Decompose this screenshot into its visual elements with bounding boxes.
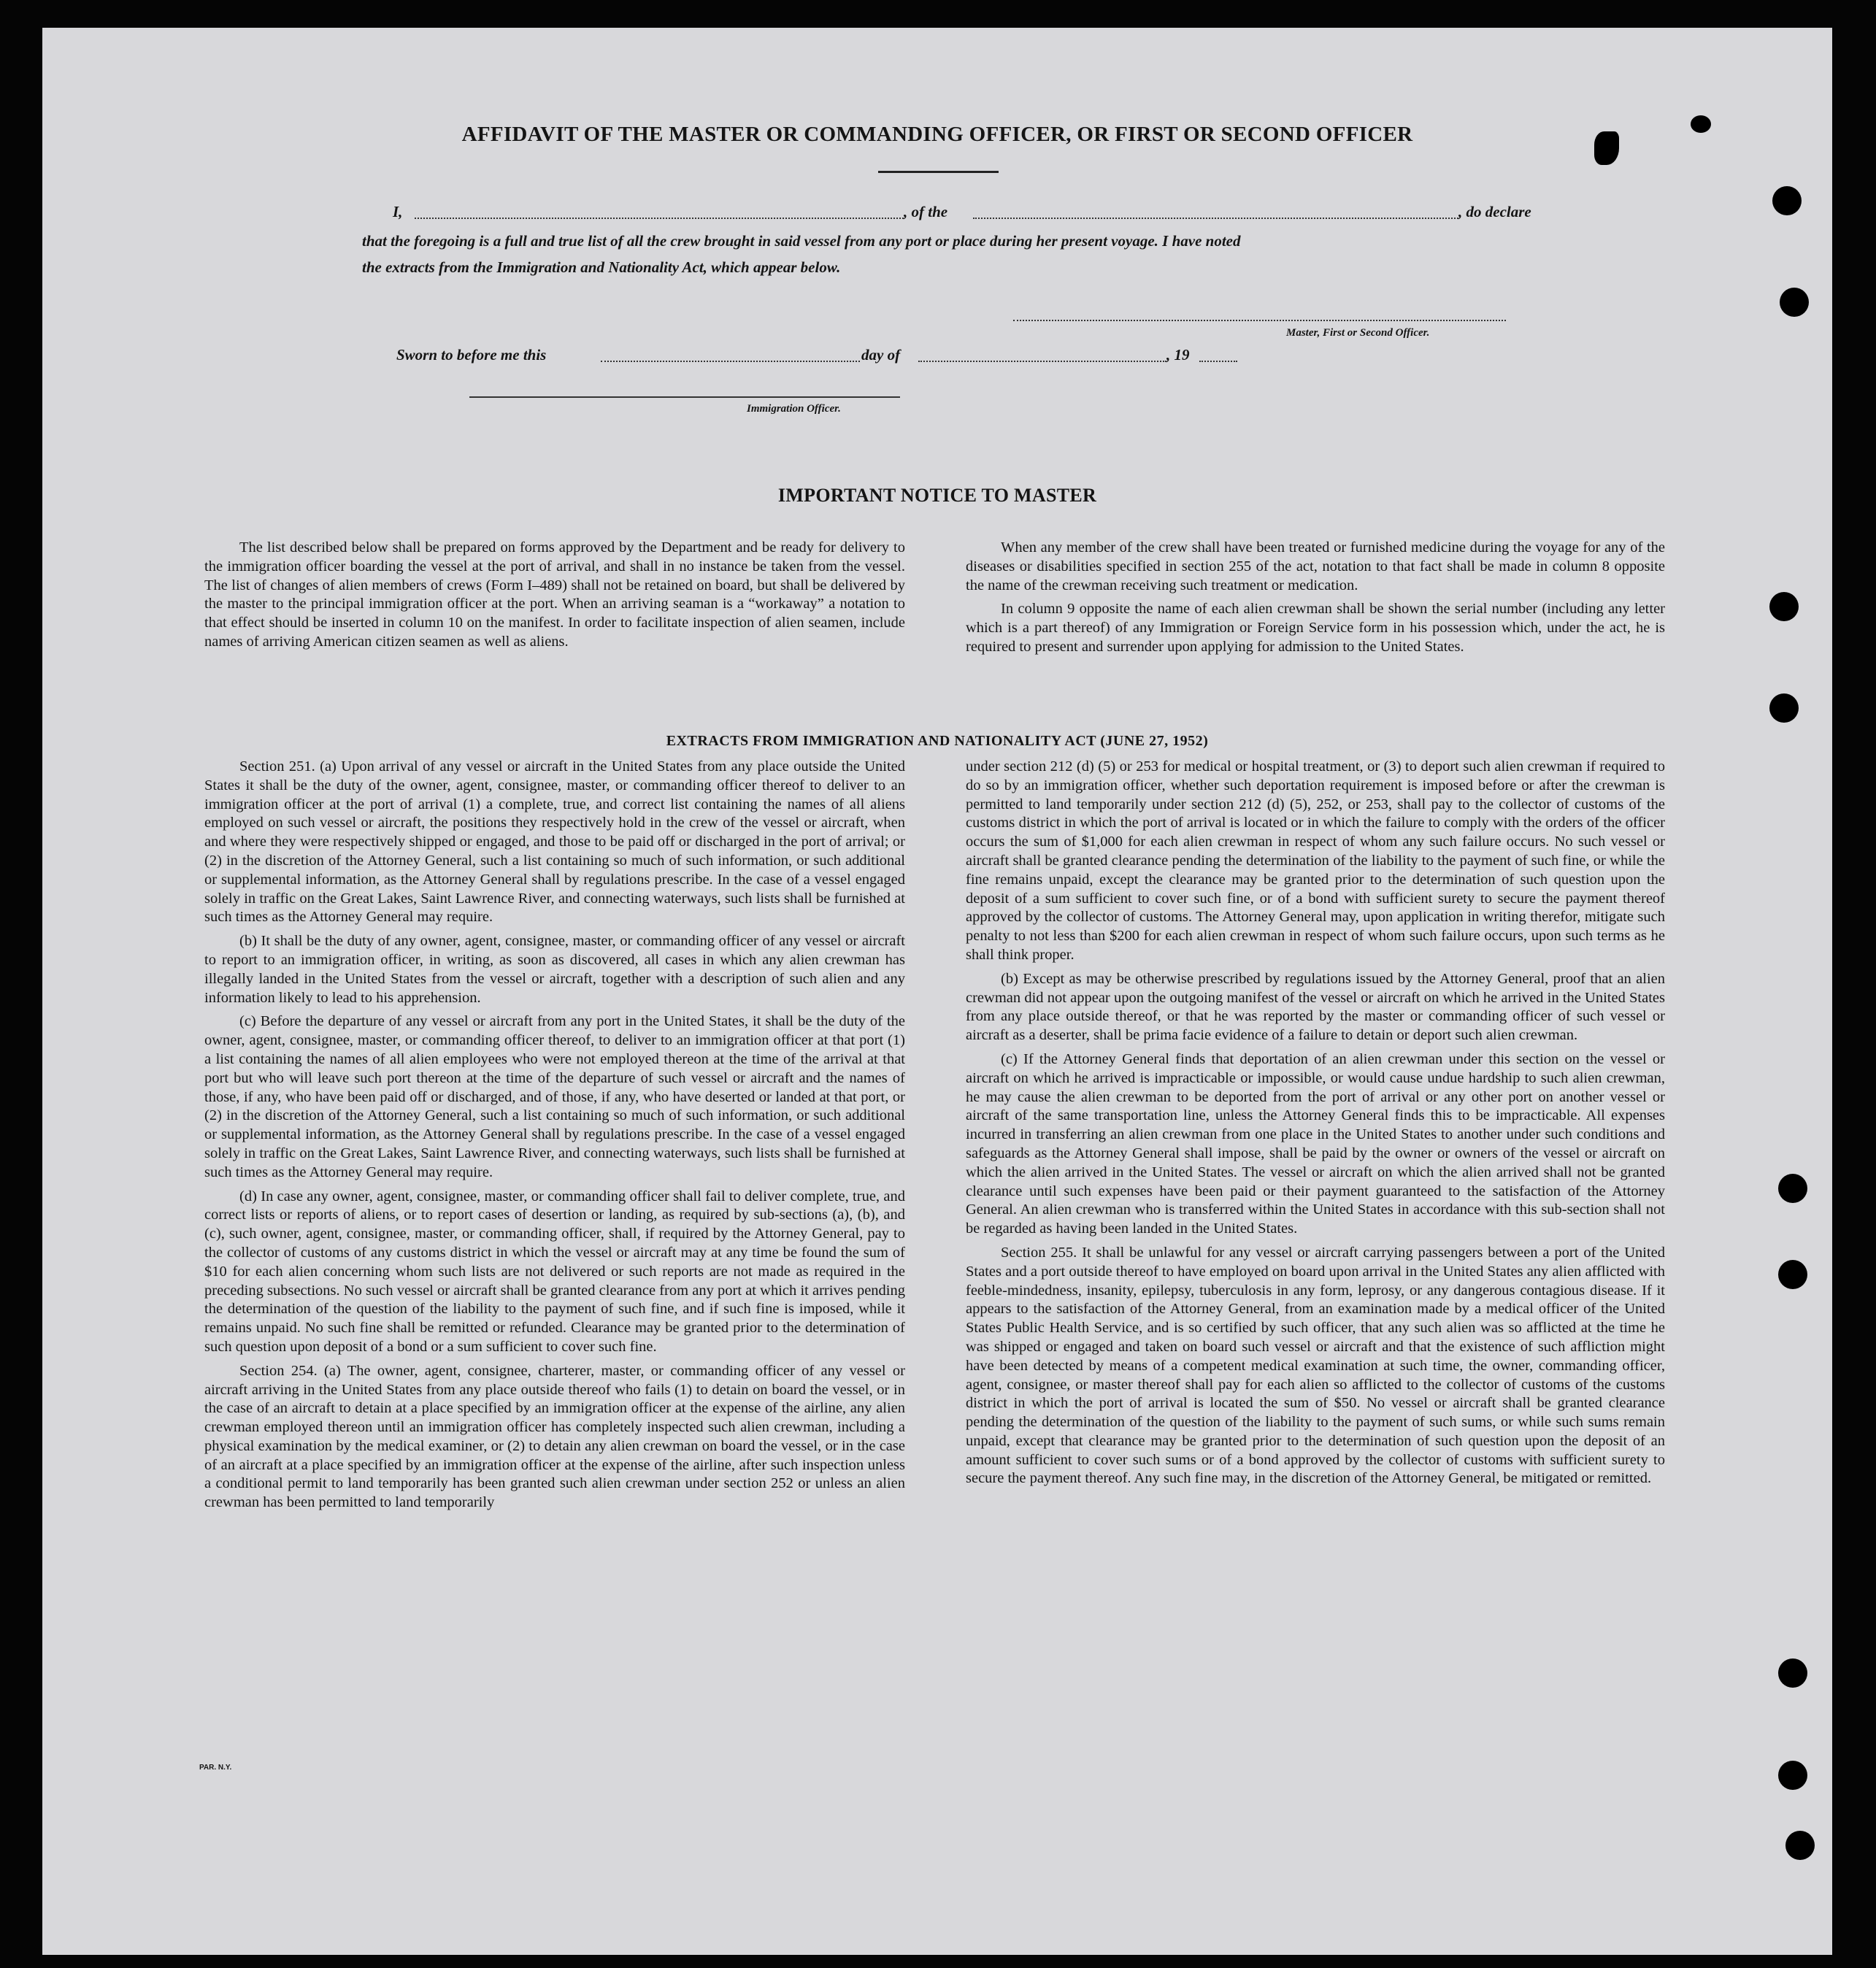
section-251-a: Section 251. (a) Upon arrival of any vessel or aircraft in the United States from any place outside the United States it shall be the duty of the owner, agent, consignee, master, or commanding officer thereof to deliver to an immigration officer at the port of arrival (1) a complete, true, and correct list containing the names of all aliens employed on such vessel or aircraft, the positions they respectively hold in the crew of the vessel or aircraft, when and where they were respectively shipped or engaged, and those to be paid off or discharged in the port of arrival; or (2) in the discretion of the Attorney General, such a list containing so much of such information, or such additional or supplemental information, as the Attorney General shall by regulations prescribe. In the case of a vessel engaged solely in traffic on the Great Lakes, Saint Lawrence River, and connecting waterways, such lists shall be furnished at such times as the Attorney General may require. <box>204 758 905 926</box>
extracts-title: EXTRACTS FROM IMMIGRATION AND NATIONALITY ACT (JUNE 27, 1952) <box>666 733 1209 749</box>
section-254-b: (b) Except as may be otherwise prescribed by regulations issued by the Attorney General, proof that an alien crewman did not appear upon the outgoing manifest of the vessel or aircraft on which he arrived in the United States from any place outside thereof, or that he was reported by the master or commanding officer of such vessel or aircraft as a deserter, shall be prima facie evidence of a failure to detain or deport such alien crewman. <box>966 970 1665 1044</box>
notice-left-column <box>204 539 905 657</box>
sworn-year: , 19 <box>1166 346 1190 364</box>
section-251-b: (b) It shall be the duty of any owner, agent, consignee, master, or commanding officer of any vessel or aircraft to report to an immigration officer, in writing, as soon as discovered, all cases in which any alien crewman has illegally landed in the United States from the vessel or aircraft, together with a description of such alien and any information likely to lead to his apprehension. <box>204 933 905 1006</box>
decl-do-declare: , do declare <box>1458 203 1531 220</box>
declaration-line-2: that the foregoing is a full and true list of all the crew brought in said vessel from any port or place during her present voyage. I have noted <box>362 232 1241 250</box>
binder-hole <box>1778 1174 1807 1203</box>
ink-blot <box>1594 131 1619 165</box>
section-254-c: (c) If the Attorney General finds that deportation of an alien crewman under this section on the vessel or aircraft on which he arrived is impracticable or impossible, or would cause undue hardship to such alien crewman, he may cause the alien crewman to be deported from the port of arrival or any other port on another vessel or aircraft of the same transportation line, unless the Attorney General finds this to be impracticable. All expenses incurred in transferring an alien crewman from one place in the United States to another under such conditions and safeguards as the Attorney General shall impose, shall be paid by the owner or owners of the vessel or aircraft on which the alien arrived in the United States. The vessel or aircraft on which the alien arrived shall not be granted clearance until such expenses have been paid or their payment guaranteed to the satisfaction of the Attorney General. An alien crewman who is transferred within the United States in accordance with this sub-section shall not be regarded as having been landed in the United States. <box>966 1050 1665 1237</box>
section-254-a: Section 254. (a) The owner, agent, consignee, charterer, master, or commanding officer of any vessel or aircraft arriving in the United States from any place outside thereof who fails (1) to detain on board the vessel, or in the case of an aircraft to detain at a place specified by an immigration officer at the expense of the airline, any alien crewman employed thereon until an immigration officer has completely inspected such alien crewman, including a physical examination by the medical examiner, or (2) to detain any alien crewman on board the vessel, or in the case of an aircraft at a place specified by an immigration officer at the expense of the airline, after such inspection unless a conditional permit to land temporarily has been granted such alien crewman under section 252 or unless an alien crewman has been permitted to land temporarily <box>204 1362 905 1511</box>
binder-hole <box>1772 186 1802 215</box>
section-251-c: (c) Before the departure of any vessel or aircraft from any port in the United States, it shall be the duty of the owner, agent, consignee, master, or commanding officer thereof, to deliver to an immigration officer at that port (1) a list containing the names of all alien employees who were not employed thereon at the time of the arrival at that port but who will leave such port thereon at the time of the departure of such vessel or aircraft and the names of those, if any, who have been paid off or discharged, and of those, if any, who have deserted or landed at that port, or (2) in the discretion of the Attorney General, such a list containing so much of such information, or such additional or supplemental information, as the Attorney General shall by regulations prescribe. In the case of a vessel engaged solely in traffic on the Great Lakes, Saint Lawrence River, and connecting waterways, such lists shall be furnished at such times as the Attorney General may require. <box>204 1013 905 1180</box>
document-page <box>42 28 1832 1955</box>
declaration-line-3: the extracts from the Immigration and Nationality Act, which appear below. <box>362 258 841 276</box>
sworn-prefix: Sworn to before me this <box>396 346 547 364</box>
binder-hole <box>1778 1658 1807 1688</box>
section-254-a-continued: under section 212 (d) (5) or 253 for medical or hospital treatment, or (3) to deport such alien crewman if required to do so by an immigration officer, whether such deportation requirement is imposed before or after the crewman is permitted to land temporarily under section 212 (d) (5), 252, or 253, shall pay to the collector of customs of the customs district in which the port of arrival is located or in which the failure to comply with the orders of the officer occurs the sum of $1,000 for each alien crewman in respect of whom any such failure occurs. No such vessel or aircraft shall be granted clearance pending the determination of the liability to the payment of such fine, or while the fine remains unpaid, except the clearance may be granted prior to the determination of such question upon the deposit of a sum sufficient to cover such fine, or of a bond with sufficient surety to secure the payment thereof approved by the collector of customs. The Attorney General may, upon application in writing therefor, mitigate such penalty to not less than $200 for each alien crewman in respect of whom such failure occurs, upon such terms as he shall think proper. <box>966 758 1665 963</box>
sworn-day-of: day of <box>861 346 901 364</box>
binder-hole <box>1769 592 1799 621</box>
master-caption: Master, First or Second Officer. <box>1286 327 1430 339</box>
ink-blot <box>1691 115 1711 133</box>
sworn-month-blank <box>918 361 1166 362</box>
binder-hole <box>1785 1831 1815 1860</box>
binder-hole <box>1778 1761 1807 1790</box>
name-blank <box>415 218 904 219</box>
notice-title: IMPORTANT NOTICE TO MASTER <box>777 485 1097 506</box>
master-signature-line <box>1013 320 1506 321</box>
binder-hole <box>1780 288 1809 317</box>
decl-of-the: , of the <box>904 203 948 220</box>
affidavit-title: AFFIDAVIT OF THE MASTER OR COMMANDING OFFICER, OR FIRST OR SECOND OFFICER <box>461 123 1413 146</box>
binder-hole <box>1778 1260 1807 1289</box>
notice-right-paragraph-1: When any member of the crew shall have been treated or furnished medicine during the voyage for any of the diseases or disabilities specified in section 255 of the act, notation to that fact shall be made in column 8 opposite the name of the crewman receiving such treatment or medication. <box>966 539 1665 593</box>
extracts-right-column <box>966 758 1665 1494</box>
officer-caption: Immigration Officer. <box>747 403 841 415</box>
vessel-blank <box>973 218 1458 219</box>
extracts-left-column <box>204 758 905 1518</box>
officer-signature-line <box>469 396 900 398</box>
notice-right-paragraph-2: In column 9 opposite the name of each alien crewman shall be shown the serial number (including any letter which is a part thereof) of any Immigration or Foreign Service form in his possession which, under the act, he is required to present and surrender upon applying for admission to the United States. <box>966 601 1665 655</box>
title-underline <box>878 171 999 173</box>
section-255: Section 255. It shall be unlawful for any vessel or aircraft carrying passengers between a port of the United States and a port outside thereof to have employed on board upon arrival in the United States any alien afflicted with feeble-mindedness, insanity, epilepsy, tuberculosis in any form, leprosy, or any dangerous contagious disease. If it appears to the satisfaction of the Attorney General, from an examination made by a medical officer of the United States Public Health Service, and is so certified by such officer, that any such alien was so afflicted at the time he was shipped or engaged and taken on board such vessel or aircraft and that the existence of such affliction might have been detected by means of a competent medical examination at such time, the owner, commanding officer, agent, consignee, or master thereof shall pay for each alien so afflicted to the collector of customs of the customs district in which the port of arrival is located the sum of $50. No vessel or aircraft shall be granted clearance pending the determination of the question of the liability to the payment of such sums, or while such sums remain unpaid, except that clearance may be granted prior to the determination of such question upon the deposit of an amount sufficient to cover such sums or of a bond approved by the collector of customs with sufficient surety to secure the payment thereof. Any such fine may, in the discretion of the Attorney General, be mitigated or remitted. <box>966 1244 1665 1487</box>
sworn-year-blank <box>1199 361 1237 362</box>
section-251-d: (d) In case any owner, agent, consignee, master, or commanding officer shall fail to deliver complete, true, and correct lists or reports of aliens, or to report cases of desertion or landing, as required by sub-sections (a), (b), and (c), such owner, agent, consignee, master, or commanding officer, shall, if required by the Attorney General, pay to the collector of customs of any customs district in which the vessel or aircraft may at any time be found the sum of $10 for each alien concerning whom such lists are not delivered or such reports are not made as required in the preceding subsections. No such vessel or aircraft shall be granted clearance from any port at which it arrives pending the determination of the question of the liability to the payment of such fine, and if such fine is imposed, while it remains unpaid. No such fine shall be remitted or refunded. Clearance may be granted prior to the determination of such question upon deposit of a bond or a sum sufficient to cover such fine. <box>204 1188 905 1355</box>
decl-i: I, <box>393 203 403 220</box>
notice-left-paragraph: The list described below shall be prepared on forms approved by the Department and be ready for delivery to the immigration officer boarding the vessel at the port of arrival, and shall in no instance be taken from the vessel. The list of changes of alien members of crews (Form I–489) shall not be retained on board, but shall be delivered by the master to the principal immigration officer at the port. When an arriving seaman is a “workaway” a notation to that effect should be inserted in column 10 on the manifest. In order to facilitate inspection of alien seamen, include names of arriving American citizen seamen as well as aliens. <box>204 539 905 650</box>
notice-right-column <box>966 539 1665 662</box>
binder-hole <box>1769 693 1799 723</box>
printer-mark: PAR. N.Y. <box>199 1764 232 1772</box>
sworn-day-blank <box>601 361 860 362</box>
